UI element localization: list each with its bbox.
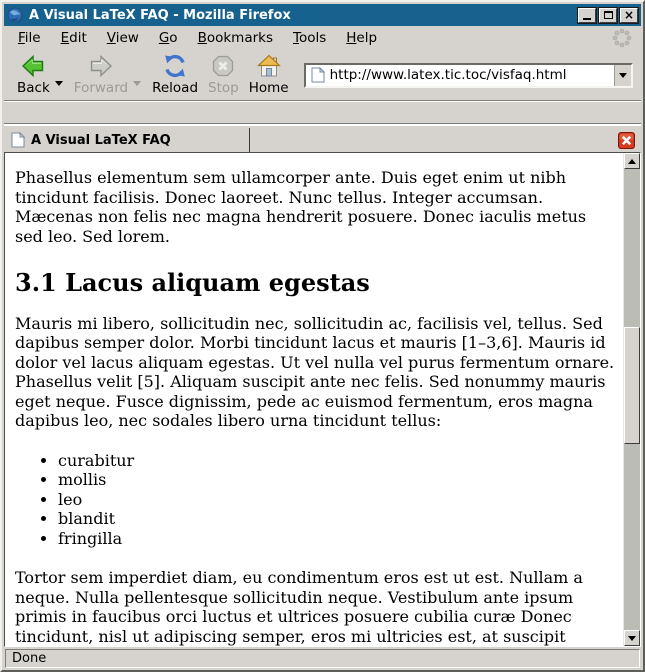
title-bar[interactable]	[4, 4, 641, 26]
minimize-button[interactable]	[578, 8, 596, 23]
url-page-icon	[311, 67, 325, 83]
paragraph: Mauris mi libero, sollicitudin nec, sollicitudin ac, facilisis vel, tellus. Sed dapibus semper dolor. Morbi tincidunt lacus et mauris [1–3,6]. Mauris id dolor vel lacus aliquam egestas. Ut vel nulla vel purus fermentum ornare. Phasellus velit [5]. Aliquam suscipit ante nec felis. Sed nonummy mauris eget neque. Fusce dignissim, pede ac euismod fermentum, eros magna dapibus leo, nec sodales libero urna tincidunt tellus:	[15, 313, 615, 430]
back-label: Back	[17, 80, 50, 96]
forward-button[interactable]	[69, 52, 133, 98]
menu-view[interactable]: View	[106, 30, 139, 46]
menu-file[interactable]: File	[18, 30, 41, 46]
window-title: A Visual LaTeX FAQ - Mozilla Firefox	[29, 7, 291, 23]
stop-button[interactable]	[203, 52, 244, 98]
forward-label: Forward	[73, 80, 129, 96]
menu-go[interactable]: Go	[158, 30, 178, 46]
scrollbar-thumb[interactable]	[624, 327, 640, 444]
menu-bookmarks[interactable]: Bookmarks	[197, 30, 273, 46]
reload-button[interactable]	[147, 52, 203, 98]
url-input[interactable]: http://www.latex.tic.toc/visfaq.html	[329, 67, 567, 83]
back-button[interactable]	[12, 52, 55, 98]
menu-edit[interactable]: Edit	[60, 30, 87, 46]
menu-bar	[4, 26, 641, 50]
section-heading: 3.1 Lacus aliquam egestas	[15, 268, 370, 297]
bullet-list	[15, 451, 617, 549]
navigation-toolbar	[4, 50, 641, 100]
reload-icon	[163, 54, 187, 78]
app-globe-icon	[7, 7, 23, 23]
forward-icon	[89, 54, 113, 78]
home-label: Home	[248, 80, 289, 96]
back-icon	[21, 54, 45, 78]
chevron-down-icon	[619, 73, 627, 82]
home-button[interactable]	[244, 52, 294, 98]
maximize-button[interactable]	[599, 8, 617, 23]
close-icon: ×	[623, 8, 635, 22]
arrow-down-icon	[628, 636, 636, 645]
url-bar[interactable]	[304, 63, 633, 88]
paragraph: Phasellus elementum sem ullamcorper ante. Duis eget enim ut nibh tincidunt facilisis. Donec laoreet. Nunc tellus. Integer accumsan. Mæcenas non felis nec magna hendrerit posuere. Donec iaculis metus sed leo. Sed lorem.	[15, 168, 587, 246]
menu-help[interactable]: Help	[346, 30, 378, 46]
paragraph: Tortor sem imperdiet diam, eu condimentum eros est ut est. Nullam a neque. Nulla pellentesque sollicitudin neque. Vestibulum ante ipsum primis in faucibus orci luctus et ultrices posuere cubilia curæ Donec tincidunt, nisl ut adipiscing semper, eros mi ultricies est, at suscipit	[15, 568, 583, 646]
minimize-icon	[583, 13, 591, 20]
status-panel	[5, 649, 640, 668]
menu-tools[interactable]: Tools	[293, 30, 327, 46]
close-button[interactable]	[620, 8, 638, 23]
list-item: • fringilla	[58, 529, 617, 549]
web-page	[5, 153, 623, 646]
status-text: Done	[12, 651, 47, 666]
tab-bar	[4, 125, 641, 152]
tab-visual-latex-faq[interactable]	[4, 128, 250, 152]
window-controls	[578, 8, 638, 23]
arrow-up-icon	[628, 155, 636, 164]
url-dropdown-button[interactable]	[614, 65, 631, 86]
tab-close-button[interactable]	[618, 132, 635, 149]
stop-label: Stop	[208, 80, 239, 96]
content-area	[4, 152, 641, 647]
throbber-icon	[611, 27, 633, 49]
list-item: • curabitur	[58, 451, 617, 471]
vertical-scrollbar[interactable]	[623, 153, 640, 646]
stop-icon	[211, 54, 235, 78]
bookmarks-bar[interactable]	[4, 102, 641, 123]
list-item: • leo	[58, 490, 617, 510]
back-dropdown-arrow[interactable]	[55, 81, 63, 90]
reload-label: Reload	[152, 80, 199, 96]
home-icon	[257, 54, 281, 78]
forward-dropdown-arrow[interactable]	[133, 81, 141, 90]
scroll-up-button[interactable]	[624, 153, 640, 169]
tab-page-icon	[11, 132, 25, 148]
status-bar	[4, 647, 641, 668]
tab-title: A Visual LaTeX FAQ	[31, 132, 171, 148]
maximize-icon	[604, 11, 613, 19]
list-item: • blandit	[58, 509, 617, 529]
list-item: • mollis	[58, 470, 617, 490]
scroll-down-button[interactable]	[624, 630, 640, 646]
